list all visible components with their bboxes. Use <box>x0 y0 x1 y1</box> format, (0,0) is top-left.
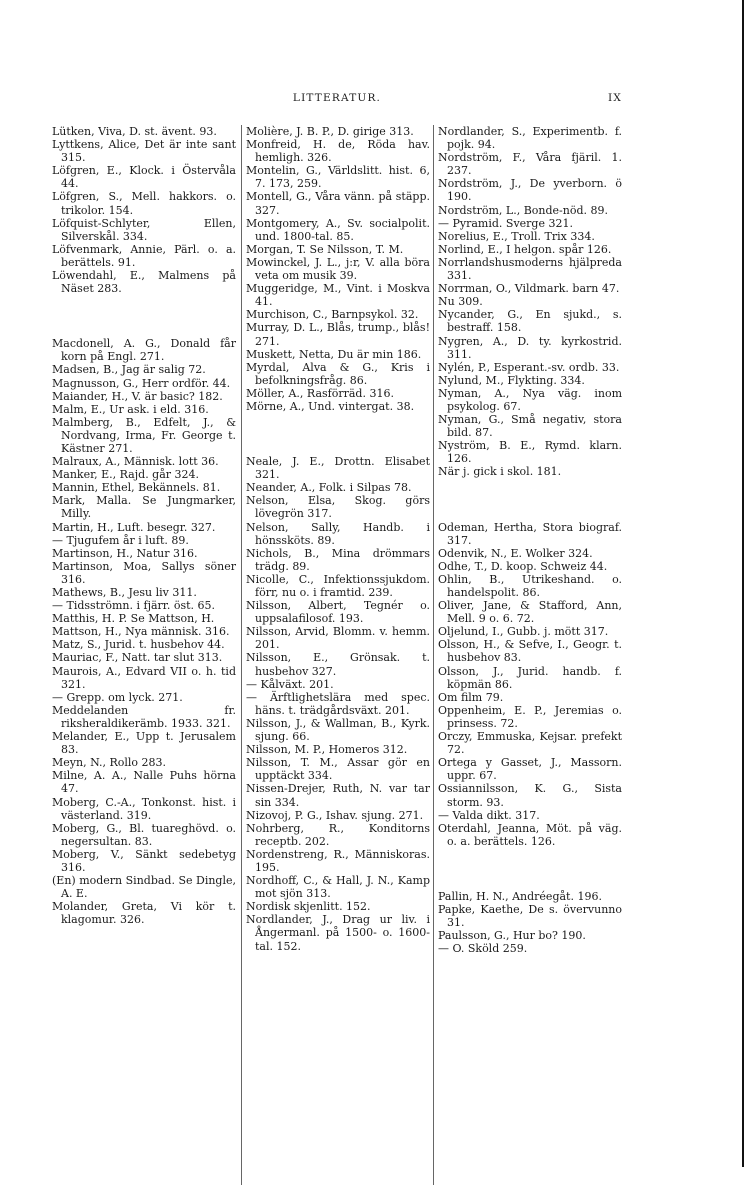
index-entry: Norrman, O., Vildmark. barn 47. <box>438 282 620 296</box>
index-entry: Oppenheim, E. P., Jeremias o. prinsess. 72. <box>438 703 622 730</box>
index-entry: Murchison, C., Barnpsykol. 32. <box>246 308 419 322</box>
index-entry: Muskett, Netta, Du är min 186. <box>246 347 422 361</box>
index-entry: Martinson, Moa, Sallys söner 316. <box>52 559 236 586</box>
index-entry: Löfvenmark, Annie, Pärl. o. a. berättels. 91. <box>52 242 236 269</box>
index-entry: Ossiannilsson, K. G., Sista storm. 93. <box>438 782 622 809</box>
index-entry: Norrlandshusmoderns hjälpreda 331. <box>438 255 622 283</box>
index-entry: Nohrberg, R., Konditorns receptb. 202. <box>246 821 430 848</box>
column-rule <box>241 125 242 1185</box>
index-entry: Löfgren, E., Klock. i Östervåla 44. <box>52 164 236 191</box>
index-entry: Maiander, H., V. är basic? 182. <box>52 389 223 403</box>
index-entry: Molière, J. B. P., D. girige 313. <box>246 125 414 138</box>
index-entry: Nyman, A., Nya väg. inom psykolog. 67. <box>438 386 622 413</box>
index-entry: Ortega y Gasset, J., Massorn. uppr. 67. <box>438 756 622 783</box>
index-entry: — Grepp. om lyck. 271. <box>52 690 183 704</box>
index-entry: — Valda dikt. 317. <box>438 808 540 822</box>
index-entry: Nelson, Sally, Handb. i hönssköts. 89. <box>246 520 430 547</box>
running-header <box>52 92 622 108</box>
index-entry: Nyström, B. E., Rymd. klarn. 126. <box>438 439 622 466</box>
index-entry: Nordström, F., Våra fjäril. 1. 237. <box>438 151 622 178</box>
header-title: LITTERATUR. <box>292 92 382 104</box>
index-entry: Nilsson, Arvid, Blomm. v. hemm. 201. <box>246 625 430 652</box>
index-entry: Nyman, G., Små negativ, stora bild. 87. <box>438 413 622 440</box>
index-entry: Monfreid, H. de, Röda hav. hemligh. 326. <box>246 138 430 165</box>
index-entry: Mörne, A., Und. vintergat. 38. <box>246 399 415 413</box>
index-entry: Matthis, H. P. Se Mattson, H. <box>52 612 215 626</box>
index-entry: Milne, A. A., Nalle Puhs hörna 47. <box>52 769 236 796</box>
index-entry: Olsson, J., Jurid. handb. f. köpmän 86. <box>438 664 622 691</box>
index-entry: Odhe, T., D. koop. Schweiz 44. <box>438 559 608 573</box>
index-entry: Möller, A., Rasförräd. 316. <box>246 386 394 400</box>
index-entry: Odenvik, N., E. Wolker 324. <box>438 546 593 560</box>
index-entry: Odeman, Hertha, Stora biograf. 317. <box>438 520 622 547</box>
index-entry: Nordenstreng, R., Människoras. 195. <box>246 847 430 874</box>
section-gap <box>438 848 622 890</box>
index-entry: Norlind, E., I helgon. spår 126. <box>438 242 612 256</box>
index-entry: Murray, D. L., Blås, trump., blås! 271. <box>246 321 430 348</box>
index-entry: Madsen, B., Jag är salig 72. <box>52 363 206 377</box>
index-entry: Löfgren, S., Mell. hakkors. o. trikolor. 154. <box>52 190 236 217</box>
index-entry: Meyn, N., Rollo 283. <box>52 756 167 770</box>
index-entry: Paulsson, G., Hur bo? 190. <box>438 929 586 943</box>
index-entry: Nelson, Elsa, Skog. görs lövegrön 317. <box>246 494 430 521</box>
index-entry: Nordhoff, C., & Hall, J. N., Kamp mot sjön 313. <box>246 874 430 901</box>
index-column-2 <box>246 125 430 953</box>
index-entry: Nissen-Drejer, Ruth, N. var tar sin 334. <box>246 782 430 809</box>
index-entry: — Ärftlighetslära med spec. häns. t. trädgårdsväxt. 201. <box>246 690 430 717</box>
index-entry: Nordström, L., Bonde-nöd. 89. <box>438 203 609 217</box>
index-entry: Nycander, G., En sjukd., s. bestraff. 158. <box>438 308 622 335</box>
index-entry: Nilsson, M. P., Homeros 312. <box>246 743 408 757</box>
index-entry: Ohlin, B., Utrikeshand. o. handelspolit. 86. <box>438 572 622 599</box>
index-entry: Lyttkens, Alice, Det är inte sant 315. <box>52 138 236 165</box>
index-entry: Nordlander, J., Drag ur liv. i Ångermanl. på 1500- o. 1600-tal. 152. <box>246 913 430 953</box>
index-entry: Nordström, J., De yverborn. ö 190. <box>438 177 622 204</box>
index-entry: Nygren, A., D. ty. kyrkostrid. 311. <box>438 334 622 361</box>
index-column-1 <box>52 125 236 926</box>
index-entry: Papke, Kaethe, De s. övervunno 31. <box>438 902 622 930</box>
index-entry: Nicolle, C., Infektionssjukdom. förr, nu o. i framtid. 239. <box>246 572 430 599</box>
index-entry: Molander, Greta, Vi kör t. klagomur. 326. <box>52 900 236 927</box>
index-entry: Maurois, A., Edvard VII o. h. tid 321. <box>52 664 236 691</box>
index-entry: Om film 79. <box>438 690 504 704</box>
index-entry: Meddelanden fr. riksheraldikerämb. 1933. 321. <box>52 703 236 730</box>
page-number: IX <box>607 92 622 104</box>
index-entry: Löwendahl, E., Malmens på Näset 283. <box>52 269 236 296</box>
index-entry: Mattson, H., Nya människ. 316. <box>52 625 230 639</box>
index-entry: När j. gick i skol. 181. <box>438 465 562 479</box>
index-entry: Malmberg, B., Edfelt, J., & Nordvang, Irma, Fr. George t. Kästner 271. <box>52 415 236 455</box>
index-entry: Malm, E., Ur ask. i eld. 316. <box>52 402 209 416</box>
index-entry: — Tidsströmn. i fjärr. öst. 65. <box>52 599 216 613</box>
index-entry: Norelius, E., Troll. Trix 334. <box>438 229 595 243</box>
index-entry: Melander, E., Upp t. Jerusalem 83. <box>52 730 236 757</box>
section-gap <box>52 295 236 337</box>
section-gap <box>438 479 622 521</box>
index-entry: Martinson, H., Natur 316. <box>52 546 198 560</box>
index-entry: Morgan, T. Se Nilsson, T. M. <box>246 242 404 256</box>
index-entry: Oljelund, I., Gubb. j. mött 317. <box>438 625 609 639</box>
index-entry: Muggeridge, M., Vint. i Moskva 41. <box>246 282 430 309</box>
index-entry: Montell, G., Våra vänn. på stäpp. 327. <box>246 190 430 217</box>
index-entry: Macdonell, A. G., Donald får korn på Engl. 271. <box>52 337 236 364</box>
index-entry: Nu 309. <box>438 295 483 309</box>
index-entry: Moberg, G., Bl. tuareghövd. o. negersultan. 83. <box>52 821 236 848</box>
index-column-3 <box>438 125 622 955</box>
index-entry: Mark, Malla. Se Jungmarker, Milly. <box>52 494 236 521</box>
index-entry: Myrdal, Alva & G., Kris i befolkningsfråg. 86. <box>246 360 430 387</box>
index-entry: Neander, A., Folk. i Silpas 78. <box>246 481 412 495</box>
index-entry: Montelin, G., Världslitt. hist. 6, 7. 173, 259. <box>246 164 430 191</box>
index-entry: Oliver, Jane, & Stafford, Ann, Mell. 9 o. 6. 72. <box>438 599 622 626</box>
index-entry: Olsson, H., & Sefve, I., Geogr. t. husbehov 83. <box>438 638 622 665</box>
index-entry: Mathews, B., Jesu liv 311. <box>52 586 197 599</box>
index-entry: Neale, J. E., Drottn. Elisabet 321. <box>246 455 430 482</box>
index-entry: Nichols, B., Mina drömmars trädg. 89. <box>246 546 430 573</box>
index-entry: Nilsson, T. M., Assar gör en upptäckt 334. <box>246 756 430 783</box>
section-gap <box>246 413 430 455</box>
index-entry: Matz, S., Jurid. t. husbehov 44. <box>52 638 225 652</box>
index-entry: Manker, E., Rajd. går 324. <box>52 468 200 482</box>
index-entry: — Pyramid. Sverge 321. <box>438 216 573 230</box>
index-entry: Oterdahl, Jeanna, Möt. på väg. o. a. berättels. 126. <box>438 821 622 848</box>
index-entry: Mowinckel, J. L., j:r, V. alla böra veta om musik 39. <box>246 255 430 283</box>
index-entry: Mauriac, F., Natt. tar slut 313. <box>52 651 223 665</box>
index-entry: Orczy, Emmuska, Kejsar. prefekt 72. <box>438 730 622 757</box>
index-entry: Pallin, H. N., Andréegåt. 196. <box>438 889 602 903</box>
index-entry: Nordlander, S., Experimentb. f. pojk. 94. <box>438 125 622 152</box>
index-entry: Löfquist-Schlyter, Ellen, Silverskål. 334. <box>52 216 236 243</box>
index-entry: — Tjugufem år i luft. 89. <box>52 533 189 547</box>
index-entry: Martin, H., Luft. besegr. 327. <box>52 520 216 534</box>
index-entry: Moberg, V., Sänkt sedebetyg 316. <box>52 847 236 874</box>
index-entry: (En) modern Sindbad. Se Dingle, A. E. <box>52 874 236 901</box>
index-entry: Malraux, A., Människ. lott 36. <box>52 455 219 469</box>
index-entry: Nizovoj, P. G., Ishav. sjung. 271. <box>246 808 424 822</box>
index-entry: Lütken, Viva, D. st. ävent. 93. <box>52 125 217 138</box>
index-entry: Nylund, M., Flykting. 334. <box>438 373 585 387</box>
index-entry: Nilsson, E., Grönsak. t. husbehov 327. <box>246 651 430 678</box>
index-entry: — O. Sköld 259. <box>438 942 528 956</box>
column-rule <box>433 125 434 1185</box>
index-entry: Montgomery, A., Sv. socialpolit. und. 1800-tal. 85. <box>246 216 430 243</box>
index-entry: Nylén, P., Esperant.-sv. ordb. 33. <box>438 360 620 374</box>
index-entry: Nilsson, Albert, Tegnér o. uppsalafilosof. 193. <box>246 599 430 626</box>
index-entry: Magnusson, G., Herr ordför. 44. <box>52 376 231 390</box>
index-entry: Moberg, C.-A., Tonkonst. hist. i västerland. 319. <box>52 795 236 822</box>
index-entry: Nordisk skjenlitt. 152. <box>246 900 371 914</box>
index-entry: Mannin, Ethel, Bekännels. 81. <box>52 481 221 495</box>
index-entry: Nilsson, J., & Wallman, B., Kyrk. sjung. 66. <box>246 716 430 744</box>
index-entry: — Kålväxt. 201. <box>246 677 334 691</box>
